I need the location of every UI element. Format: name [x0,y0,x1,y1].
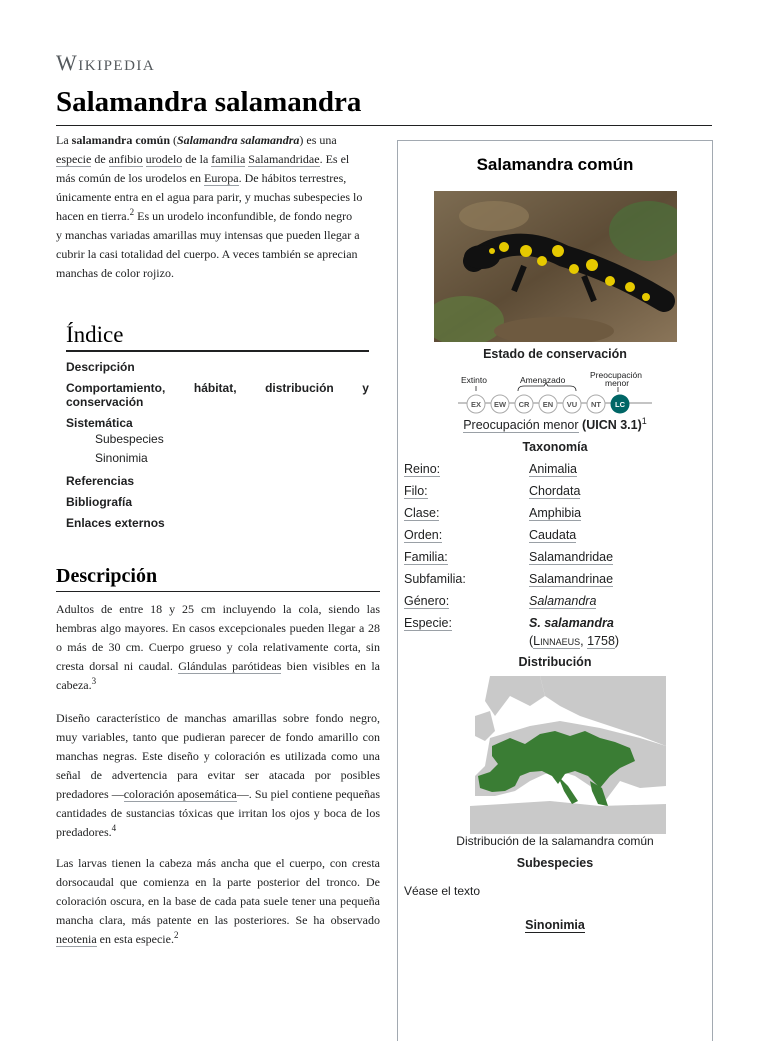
status-ex: EX [470,400,482,409]
text: de la [182,152,212,166]
rank-link[interactable]: Filo: [404,484,428,498]
toc-item-descripcion[interactable]: Descripción [66,360,135,374]
link-urodelo[interactable]: urodelo [145,152,183,166]
taxon-link[interactable]: Chordata [529,484,581,498]
europe-map [470,676,666,834]
text: La [56,133,72,147]
rank-link[interactable]: Género: [404,594,450,608]
text: únicamente entra en el agua para parir, y muchas subespecies lo [56,190,363,204]
text: . De hábitos terrestres, [238,171,347,185]
scale-label-threatened: Amenazado [520,375,566,385]
species-name: S. salamandra [529,616,614,630]
page-title: Salamandra salamandra [56,86,362,118]
status-ew: EW [493,400,507,409]
link-especie[interactable]: especie [56,152,92,166]
title-divider [56,125,712,126]
link-aposematica[interactable]: coloración aposemática [123,787,237,801]
toc-word: conservación [66,395,144,409]
toc-item-enlaces[interactable]: Enlaces externos [66,516,165,530]
status-vu: VU [566,400,578,409]
toc-item-referencias[interactable]: Referencias [66,474,135,488]
distribution-map[interactable] [470,676,666,834]
salamander-image [434,191,677,342]
subspecies-heading: Subespecies [516,856,594,870]
text: —. Su piel contiene pequeñas cantidades de sustancias tóxicas que irritan los ojos y boca de los predadores. [56,787,381,839]
link-1758[interactable]: 1758 [587,634,615,648]
text: y manchas variadas amarillas muy intensas que pueden llegar a [56,228,360,242]
rank-link[interactable]: Familia: [404,550,448,564]
text: ) [614,634,620,648]
wikipedia-logo[interactable]: Wikipedia [56,50,156,75]
ref-link[interactable]: 3 [91,676,97,686]
toc-item-sinonimia[interactable]: Sinonimia [95,451,148,465]
link-anfibio[interactable]: anfibio [108,152,143,166]
text: ( [170,133,177,147]
conservation-scale[interactable] [456,369,656,417]
synonymy-heading [398,918,712,932]
paragraph-3 [56,854,380,949]
section-heading-descripcion: Descripción [56,565,380,592]
link-linnaeus[interactable]: Linnaeus [533,634,581,648]
lead-paragraph [56,131,380,283]
scale-label-lc1: Preocupación [590,370,642,380]
rank-link[interactable]: Especie: [404,616,452,630]
taxonomy-heading: Taxonomía [522,440,588,454]
ref-link[interactable]: 2 [129,207,135,217]
text: . Es el [319,152,350,166]
text: en esta especie. [96,932,174,946]
map-caption: Distribución de la salamandra común [456,834,654,848]
infobox [397,140,713,1041]
text: ( [529,634,534,648]
taxon-link[interactable]: Salamandrinae [529,572,614,586]
synonymy-toggle[interactable]: Sinonimia [525,918,585,932]
toc-item-subespecies[interactable]: Subespecies [95,432,164,446]
rank-link[interactable]: Reino: [404,462,441,476]
paragraph-1 [56,600,380,695]
status-lc: LC [615,400,625,409]
status-en: EN [542,400,554,409]
text: más común de los urodelos en [56,171,204,185]
status-nt: NT [591,400,601,409]
toc-word: y [362,381,369,395]
status-cr: CR [518,400,530,409]
scale-label-extinct: Extinto [461,375,487,385]
link-europa[interactable]: Europa [203,171,239,185]
ref-link[interactable]: 4 [111,823,117,833]
taxon-link[interactable]: Amphibia [529,506,582,520]
taxon-link[interactable]: Salamandra [529,594,597,608]
text: Las larvas tienen la cabeza más ancha que el cuerpo, con cresta dorsocaudal que comienza en la parte posterior del tronco. De coloración oscura, en la base de cada pata suele tener una pequeña mancha clara, más patente en las posteriores. Se ha observado [56,856,380,927]
taxon-link[interactable]: Animalia [529,462,577,476]
rank-label: Subfamilia: [404,572,466,586]
toc-item-comportamiento[interactable] [66,381,369,409]
text: Diseño característico de manchas amarillas sobre fondo negro, muy variables, tanto que pudieran parecer de fondo amarillo con manchas negras. Este diseño y coloración es utilizada como una señal de advertencia para evitar ser atacada por posibles predadores — [56,711,380,801]
scale-label-lc2: menor [605,378,630,388]
rank-link[interactable]: Clase: [404,506,440,520]
text: cubrir la casi totalidad del cuerpo. A veces también se aprecian [56,247,358,261]
subspecies-text: Véase el texto [404,884,481,898]
salamander-photo[interactable] [434,191,677,342]
toc-word: hábitat, [193,381,237,395]
taxon-link[interactable]: Caudata [529,528,577,542]
link-familia[interactable]: familia [211,152,246,166]
toc-title: Índice [66,322,369,352]
text: Es un urodelo inconfundible, de fondo negro [134,209,353,223]
link-salamandridae[interactable]: Salamandridae [248,152,320,166]
bold-term: salamandra común [71,133,170,147]
distribution-heading: Distribución [518,655,592,669]
taxon-link[interactable]: Salamandridae [529,550,614,564]
link-glandulas[interactable]: Glándulas parótideas [178,659,282,673]
status-reference: (UICN 3.1) [578,418,642,432]
scientific-name: Salamandra salamandra [177,133,300,147]
rank-link[interactable]: Orden: [404,528,443,542]
conservation-status [398,415,712,432]
text: bien visibles en la cabeza. [56,659,381,692]
text: de [91,152,109,166]
text: ) es una [299,133,337,147]
text: hacen en tierra. [56,209,130,223]
text: manchas de color rojizo. [56,266,174,280]
ref-link[interactable]: 2 [173,930,179,940]
conservation-heading: Estado de conservación [483,347,627,361]
text: , [580,634,588,648]
link-preocupacion-menor[interactable]: Preocupación menor [463,418,579,432]
table-of-contents [66,322,369,537]
toc-item-bibliografia[interactable]: Bibliografía [66,495,133,509]
infobox-title: Salamandra común [476,155,634,174]
toc-word: distribución [265,381,334,395]
paragraph-2 [56,709,380,842]
ref-link[interactable]: 1 [641,415,647,426]
toc-word: Comportamiento, [66,381,166,395]
link-neotenia[interactable]: neotenia [56,932,97,946]
toc-item-sistematica[interactable]: Sistemática [66,416,133,430]
text: Adultos de entre 18 y 25 cm incluyendo la cola, siendo las hembras algo mayores. En casos excepcionales pueden llegar a 28 o más de 30 cm. Cuerpo grueso y cola relativamente corta, sin cresta dorsal ni caudal. [56,602,380,673]
